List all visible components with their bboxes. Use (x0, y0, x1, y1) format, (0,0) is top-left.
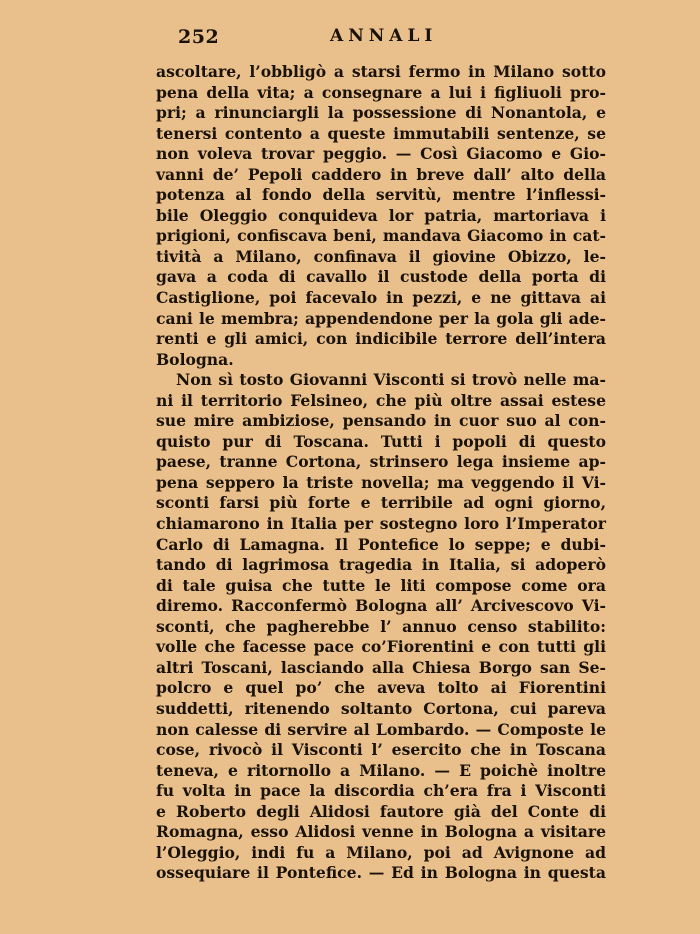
text-line: gava a coda di cavallo il custode della porta di (156, 267, 606, 287)
text-line: e Roberto degli Alidosi fautore già del Conte di (156, 801, 606, 821)
text-line: tenersi contento a queste immutabili sentenze, se (156, 123, 606, 143)
text-line: quisto pur di Toscana. Tutti i popoli di questo (156, 431, 606, 451)
page-number: 252 (178, 26, 220, 48)
page-header (0, 26, 700, 50)
text-line: pena della vita; a consegnare a lui i figliuoli pro- (156, 82, 606, 102)
text-line: non voleva trovar peggio. — Così Giacomo e Gio- (156, 144, 606, 164)
text-line: paese, tranne Cortona, strinsero lega insieme ap- (156, 452, 606, 472)
text-line: suddetti, ritenendo soltanto Cortona, cui pareva (156, 698, 606, 718)
text-line: Carlo di Lamagna. Il Pontefice lo seppe; e dubi- (156, 534, 606, 554)
text-line: ossequiare il Pontefice. — Ed in Bologna in questa (156, 863, 606, 883)
text-line: fu volta in pace la discordia ch’era fra i Visconti (156, 781, 606, 801)
text-line: ni il territorio Felsineo, che più oltre assai estese (156, 390, 606, 410)
running-head: ANNALI (330, 26, 438, 46)
text-line: Castiglione, poi facevalo in pezzi, e ne gittava ai (156, 288, 606, 308)
text-line: prigioni, confiscava beni, mandava Giacomo in cat- (156, 226, 606, 246)
text-line: tività a Milano, confinava il giovine Obizzo, le- (156, 246, 606, 266)
text-line: ascoltare, l’obbligò a starsi fermo in Milano sotto (156, 62, 606, 81)
text-line: renti e gli amici, con indicibile terrore dell’intera (156, 329, 606, 349)
text-line: sconti farsi più forte e terribile ad ogni giorno, (156, 493, 606, 513)
text-line: non calesse di servire al Lombardo. — Composte le (156, 719, 606, 739)
text-line: l’Oleggio, indi fu a Milano, poi ad Avignone ad (156, 842, 606, 862)
text-line: polcro e quel po’ che aveva tolto ai Fiorentini (156, 678, 606, 698)
text-line: diremo. Racconfermò Bologna all’ Arcivescovo Vi- (156, 596, 606, 616)
text-line: bile Oleggio conquideva lor patria, martoriava i (156, 205, 606, 225)
text-line: vanni de’ Pepoli caddero in breve dall’ alto della (156, 164, 606, 184)
text-line: Romagna, esso Alidosi venne in Bologna a visitare (156, 822, 606, 842)
text-line: teneva, e ritornollo a Milano. — E poichè inoltre (156, 760, 606, 780)
text-line: cani le membra; appendendone per la gola gli ade- (156, 308, 606, 328)
body-text (156, 62, 606, 884)
text-line: di tale guisa che tutte le liti compose come ora (156, 575, 606, 595)
text-line: chiamarono in Italia per sostegno loro l’Imperator (156, 514, 606, 534)
text-line: potenza al fondo della servitù, mentre l’inflessi- (156, 185, 606, 205)
paragraph-start-line: Non sì tosto Giovanni Visconti si trovò nelle ma- (176, 370, 606, 390)
text-line: pena seppero la triste novella; ma veggendo il Vi- (156, 472, 606, 492)
text-line: altri Toscani, lasciando alla Chiesa Borgo san Se- (156, 657, 606, 677)
paragraph-end-line: Bologna. (156, 349, 234, 369)
text-line: volle che facesse pace co’Fiorentini e con tutti gli (156, 637, 606, 657)
text-line: sue mire ambiziose, pensando in cuor suo al con- (156, 411, 606, 431)
text-line: sconti, che pagherebbe l’ annuo censo stabilito: (156, 616, 606, 636)
text-line: pri; a rinunciargli la possessione di Nonantola, e (156, 103, 606, 123)
text-line: cose, rivocò il Visconti l’ esercito che in Toscana (156, 740, 606, 760)
text-line: tando di lagrimosa tragedia in Italia, si adoperò (156, 555, 606, 575)
